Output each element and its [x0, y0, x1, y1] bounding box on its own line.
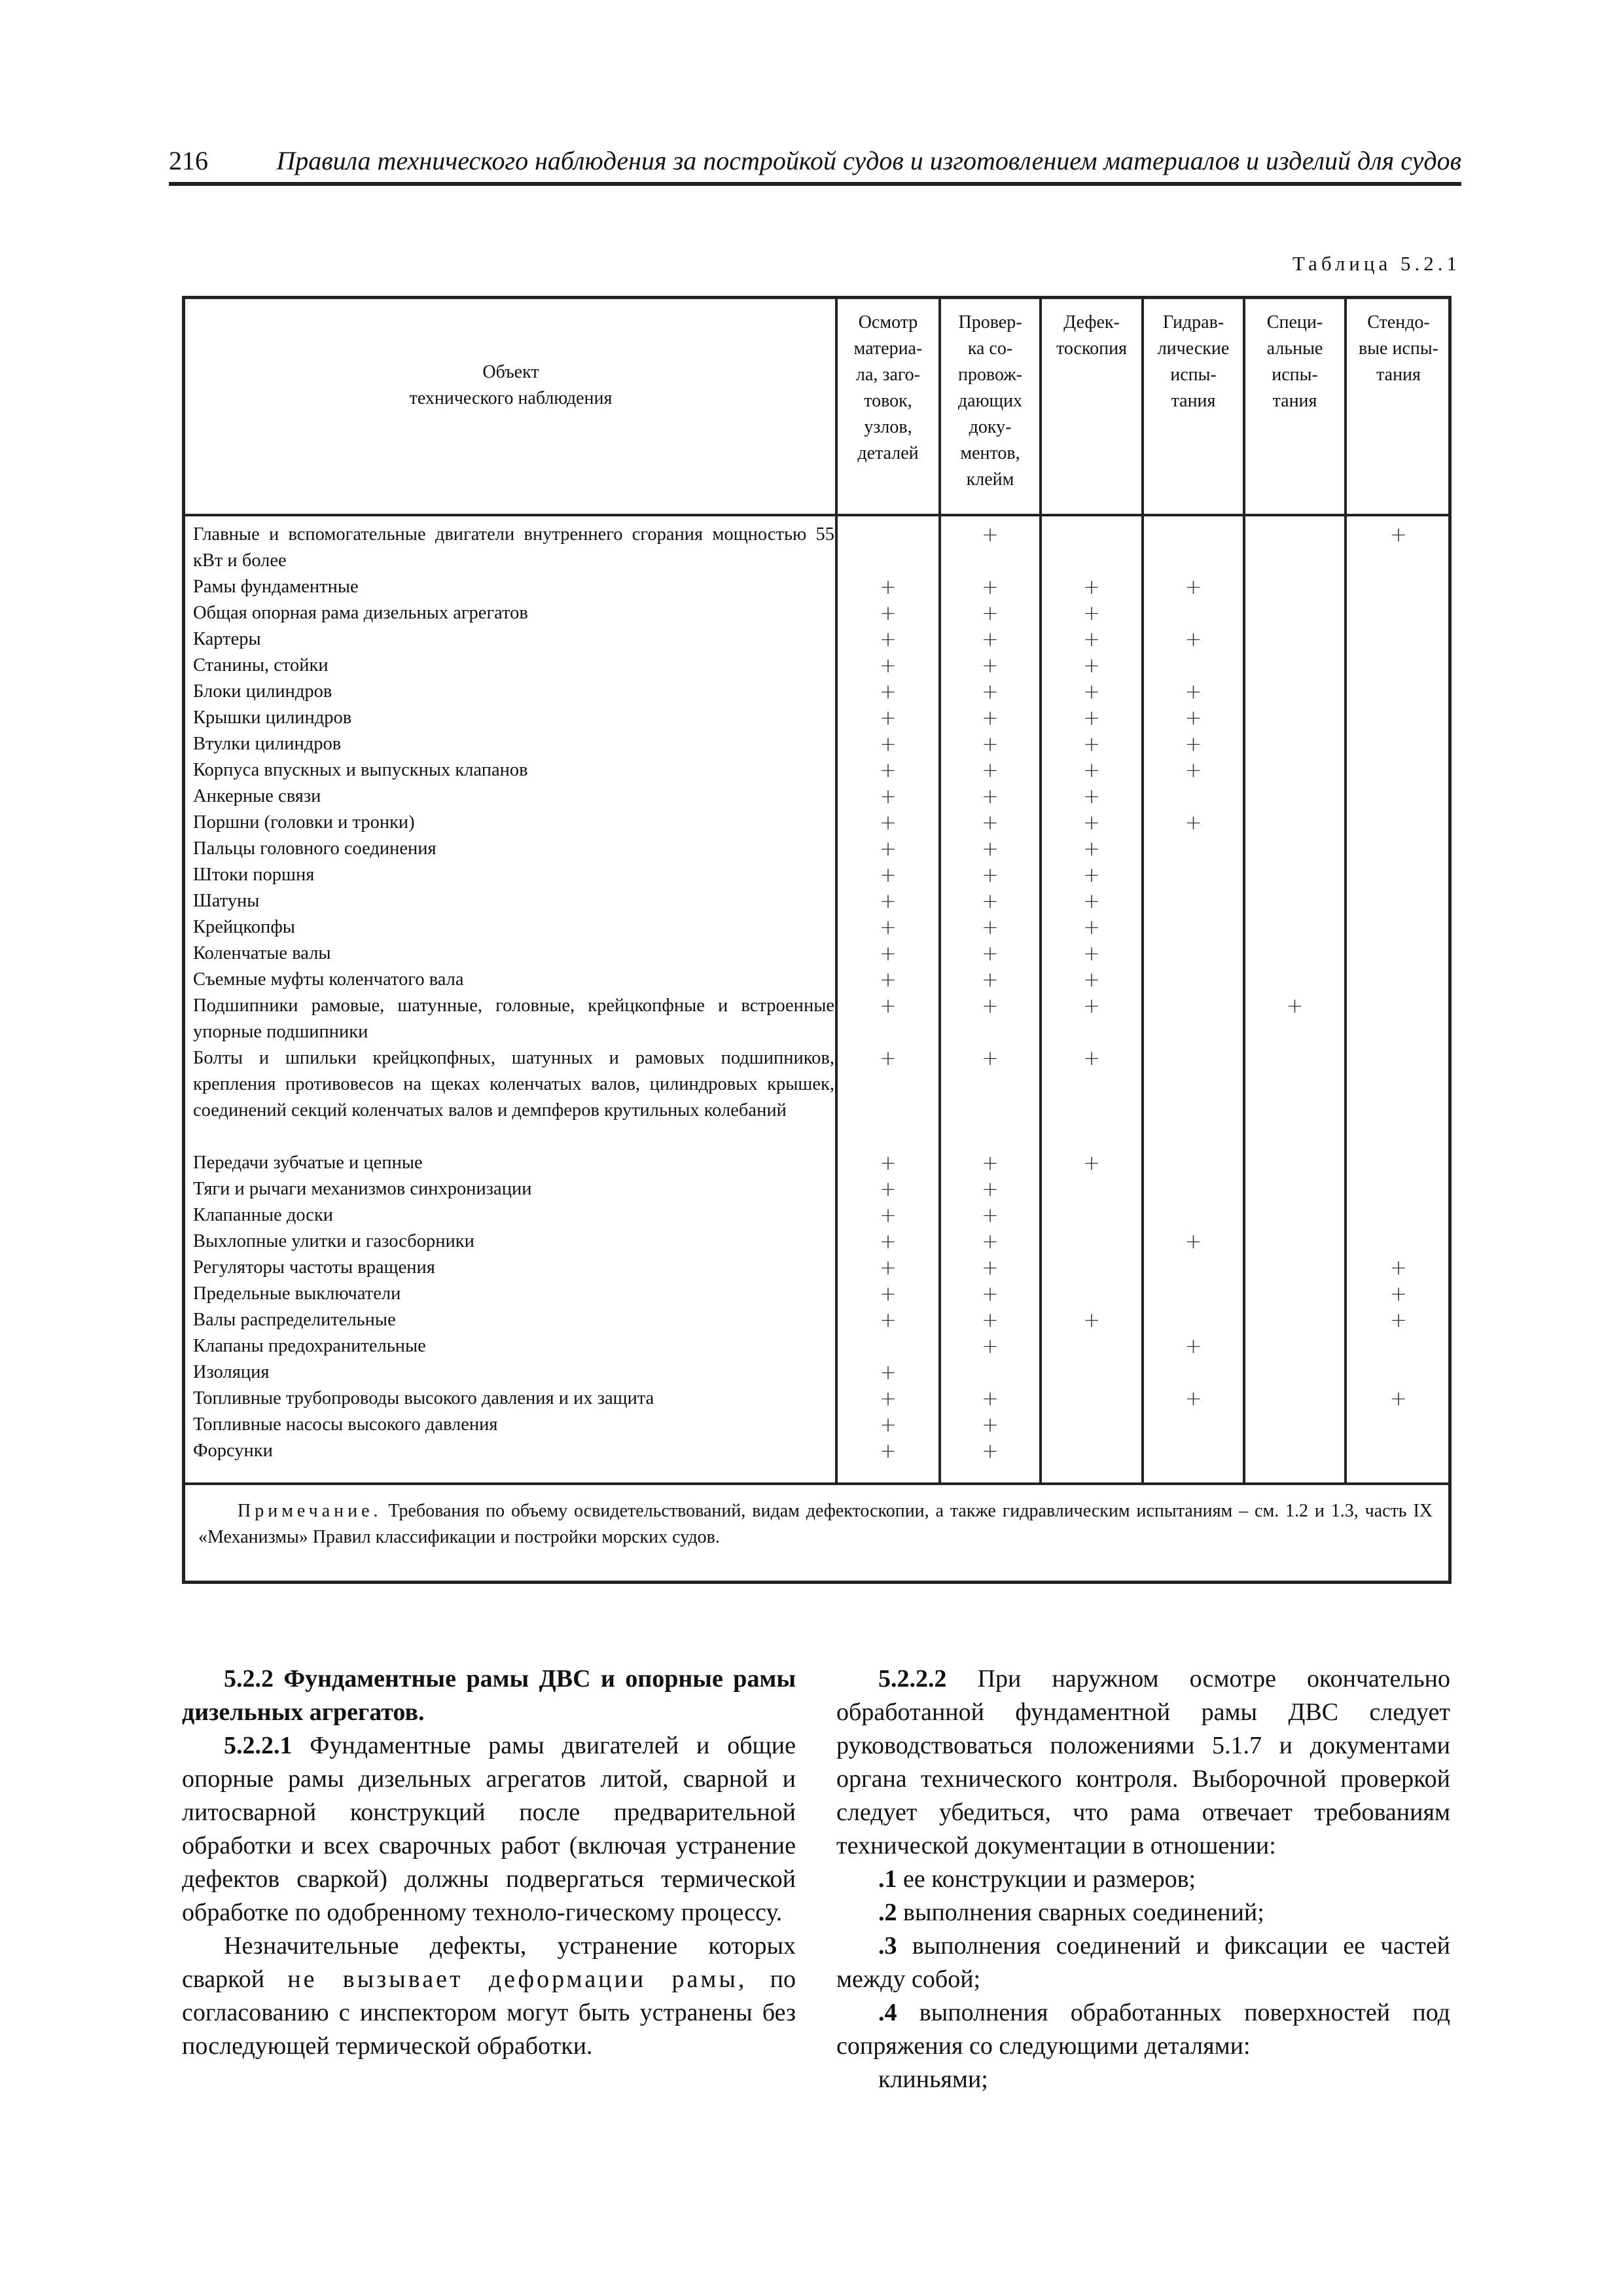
check-mark: +	[880, 1047, 897, 1070]
check-mark: +	[1083, 994, 1100, 1018]
check-mark: +	[1390, 523, 1407, 547]
row-label: Штоки поршня	[193, 865, 315, 885]
check-mark: +	[880, 732, 897, 756]
row-label: Рамы фундаментные	[193, 577, 359, 597]
check-mark: +	[1083, 732, 1100, 756]
check-mark: +	[880, 1177, 897, 1201]
paragraph-text: по согласованию с инспектором могут быть устранены без последующей термической обработки.	[182, 1965, 796, 2060]
check-mark: +	[982, 1387, 999, 1410]
row-label: Регуляторы частоты вращения	[193, 1257, 435, 1278]
check-mark: +	[982, 1282, 999, 1306]
check-mark: +	[1185, 732, 1202, 756]
check-mark: +	[1083, 680, 1100, 704]
check-mark: +	[1083, 575, 1100, 599]
row-label: Валы распределительные	[193, 1310, 396, 1330]
row-label: Подшипники рамовые, шатунные, головные, крейцкопфные и встроенные упорные подшипники	[193, 996, 834, 1042]
check-mark: +	[880, 1387, 897, 1410]
check-mark: +	[880, 1308, 897, 1332]
column-header: Осмотр материа- ла, заго- товок, узлов, деталей	[853, 312, 923, 463]
check-mark: +	[1185, 706, 1202, 730]
check-mark: +	[982, 1256, 999, 1280]
row-label: Передачи зубчатые и цепные	[193, 1153, 423, 1173]
check-mark: +	[1083, 889, 1100, 913]
check-mark: +	[880, 1256, 897, 1280]
check-mark: +	[982, 628, 999, 651]
page-number: 216	[169, 146, 208, 175]
check-mark: +	[982, 1308, 999, 1332]
check-mark: +	[1083, 1308, 1100, 1332]
page-header	[169, 143, 1461, 186]
body-left-column	[182, 1662, 796, 2063]
check-mark: +	[1083, 706, 1100, 730]
check-mark: +	[1083, 1047, 1100, 1070]
column-divider	[1141, 299, 1144, 1485]
paragraph-5-2-2-1	[182, 1729, 796, 1929]
check-mark: +	[880, 1230, 897, 1253]
check-mark: +	[880, 628, 897, 651]
row-label: Шатуны	[193, 891, 260, 911]
paragraph-text: При наружном осмотре окончательно обработанной фундаментной рамы ДВС следует руководствоваться положениями 5.1.7 и документами органа технического контроля. Выборочной проверкой следует убедиться, что рама отвечает требованиям технической документации в отношении:	[836, 1665, 1450, 1859]
check-mark: +	[1390, 1308, 1407, 1332]
check-mark: +	[982, 1204, 999, 1227]
list-text: выполнения сварных соединений;	[897, 1899, 1264, 1926]
check-mark: +	[1083, 785, 1100, 808]
paragraph-5-2-2-2	[836, 1662, 1450, 1863]
check-mark: +	[982, 601, 999, 625]
row-label: Блоки цилиндров	[193, 681, 332, 702]
check-mark: +	[982, 1177, 999, 1201]
check-mark: +	[880, 706, 897, 730]
check-mark: +	[880, 889, 897, 913]
column-header: Гидрав- лические испы- тания	[1157, 312, 1230, 411]
check-mark: +	[880, 837, 897, 861]
row-label: Крышки цилиндров	[193, 708, 352, 728]
row-label: Топливные трубопроводы высокого давления и их защита	[193, 1388, 654, 1408]
list-number: .2	[878, 1899, 897, 1926]
check-mark: +	[982, 654, 999, 677]
check-mark: +	[1083, 916, 1100, 939]
note-label: Примечание.	[238, 1501, 382, 1521]
check-mark: +	[880, 575, 897, 599]
row-label: Втулки цилиндров	[193, 734, 342, 754]
check-mark: +	[880, 811, 897, 834]
row-label: Главные и вспомогательные двигатели внутреннего сгорания мощностью 55 кВт и более	[193, 524, 834, 571]
check-mark: +	[982, 523, 999, 547]
check-mark: +	[1185, 628, 1202, 651]
check-mark: +	[982, 1335, 999, 1358]
check-mark: +	[1083, 811, 1100, 834]
check-mark: +	[982, 1230, 999, 1253]
row-label: Общая опорная рама дизельных агрегатов	[193, 603, 528, 623]
paragraph-text: Фундаментные рамы двигателей и общие опорные рамы дизельных агрегатов литой, сварной и литосварной конструкций после предварительной обработки и всех сварочных работ (включая устранение дефектов сваркой) должны подвергаться термической обработке по одобренному техноло-гическому процессу.	[182, 1732, 796, 1926]
row-label: Станины, стойки	[193, 655, 329, 675]
check-mark: +	[982, 942, 999, 965]
row-label: Анкерные связи	[193, 786, 321, 806]
row-label: Коленчатые валы	[193, 943, 331, 963]
row-label: Крейцкопфы	[193, 917, 295, 937]
clause-number: 5.2.2.2	[878, 1665, 947, 1693]
check-mark: +	[1083, 1151, 1100, 1175]
check-mark: +	[880, 785, 897, 808]
inspection-table	[182, 296, 1452, 1584]
check-mark: +	[1185, 1387, 1202, 1410]
check-mark: +	[880, 968, 897, 992]
row-label: Пальцы головного соединения	[193, 838, 437, 859]
check-mark: +	[1083, 837, 1100, 861]
running-title: Правила технического наблюдения за постройкой судов и изготовлением материалов и изделий для судов	[276, 146, 1461, 175]
column-divider	[1344, 299, 1347, 1485]
column-divider	[1243, 299, 1245, 1485]
check-mark: +	[982, 706, 999, 730]
check-mark: +	[880, 863, 897, 887]
table-caption: Таблица 5.2.1	[1292, 252, 1461, 275]
row-label: Изоляция	[193, 1362, 270, 1382]
check-mark: +	[982, 1047, 999, 1070]
list-item-2	[836, 1896, 1450, 1929]
check-mark: +	[982, 837, 999, 861]
list-item-4	[836, 1996, 1450, 2063]
check-mark: +	[1083, 942, 1100, 965]
list-text: выполнения обработанных поверхностей под сопряжения со следующими деталями:	[836, 1999, 1450, 2060]
list-number: .4	[878, 1999, 897, 2026]
check-mark: +	[1185, 759, 1202, 782]
check-mark: +	[880, 654, 897, 677]
check-mark: +	[1390, 1282, 1407, 1306]
paragraph-defects	[182, 1929, 796, 2063]
check-mark: +	[1083, 601, 1100, 625]
check-mark: +	[982, 916, 999, 939]
check-mark: +	[982, 994, 999, 1018]
row-label: Форсунки	[193, 1441, 273, 1461]
check-mark: +	[982, 968, 999, 992]
check-mark: +	[880, 1151, 897, 1175]
row-label: Клапаны предохранительные	[193, 1336, 426, 1356]
check-mark: +	[982, 575, 999, 599]
column-header: Дефек- тоскопия	[1056, 312, 1128, 359]
column-header: Специ- альные испы- тания	[1266, 312, 1323, 411]
object-column-header: Объект технического наблюдения	[409, 362, 613, 408]
column-divider	[835, 299, 838, 1485]
check-mark: +	[982, 785, 999, 808]
check-mark: +	[880, 1204, 897, 1227]
check-mark: +	[880, 1282, 897, 1306]
check-mark: +	[982, 759, 999, 782]
column-header: Стендо- вые испы- тания	[1359, 312, 1438, 385]
row-label: Болты и шпильки крейцкопфных, шатунных и рамовых подшипников, крепления противовесов на щеках коленчатых валов, цилиндровых крышек, соединений секций коленчатых валов и демпферов крутильных колебаний	[193, 1048, 834, 1121]
list-item-3	[836, 1929, 1450, 1996]
check-mark: +	[982, 1413, 999, 1437]
list-text: выполнения соединений и фиксации ее частей между собой;	[836, 1932, 1450, 1993]
check-mark: +	[1185, 1230, 1202, 1253]
row-label: Тяги и рычаги механизмов синхронизации	[193, 1179, 532, 1199]
check-mark: +	[880, 601, 897, 625]
check-mark: +	[982, 863, 999, 887]
row-label: Корпуса впускных и выпускных клапанов	[193, 760, 528, 780]
check-mark: +	[880, 1361, 897, 1384]
check-mark: +	[1083, 968, 1100, 992]
check-mark: +	[880, 680, 897, 704]
check-mark: +	[880, 916, 897, 939]
paragraph-text: Незначительные дефекты, устранение которых сваркой	[182, 1932, 796, 1993]
check-mark: +	[982, 680, 999, 704]
check-mark: +	[982, 1439, 999, 1463]
note-text: Требования по объему освидетельствований, видам дефектоскопии, а также гидравлическим испытаниям – см. 1.2 и 1.3, часть IX «Механизмы» Правил классификации и постройки морских судов.	[198, 1501, 1433, 1547]
check-mark: +	[1083, 759, 1100, 782]
table-note	[198, 1498, 1433, 1551]
check-mark: +	[1390, 1387, 1407, 1410]
row-label: Выхлопные улитки и газосборники	[193, 1231, 474, 1251]
row-label: Поршни (головки и тронки)	[193, 812, 415, 833]
row-label: Клапанные доски	[193, 1205, 334, 1225]
body-right-column	[836, 1662, 1450, 2096]
check-mark: +	[880, 759, 897, 782]
check-mark: +	[982, 1151, 999, 1175]
check-mark: +	[880, 994, 897, 1018]
check-mark: +	[1390, 1256, 1407, 1280]
note-divider	[185, 1482, 1448, 1485]
check-mark: +	[982, 732, 999, 756]
spaced-text: не вызывает деформации рамы,	[287, 1965, 747, 1993]
check-mark: +	[1083, 654, 1100, 677]
row-label: Картеры	[193, 629, 261, 649]
check-mark: +	[1185, 811, 1202, 834]
check-mark: +	[1185, 1335, 1202, 1358]
check-mark: +	[880, 1439, 897, 1463]
check-mark: +	[1185, 680, 1202, 704]
row-label: Топливные насосы высокого давления	[193, 1414, 498, 1435]
check-mark: +	[1286, 994, 1304, 1018]
section-heading: 5.2.2 Фундаментные рамы ДВС и опорные рамы дизельных агрегатов.	[182, 1665, 796, 1726]
clause-number: 5.2.2.1	[224, 1732, 293, 1759]
list-item-1	[836, 1863, 1450, 1896]
column-header: Провер- ка со- провож- дающих доку- ментов, клейм	[957, 312, 1023, 490]
list-last-line: клиньями;	[878, 2066, 988, 2093]
check-mark: +	[880, 942, 897, 965]
row-label: Предельные выключатели	[193, 1283, 401, 1304]
check-mark: +	[1083, 863, 1100, 887]
row-label: Съемные муфты коленчатого вала	[193, 969, 464, 990]
header-divider	[185, 514, 1448, 516]
list-number: .3	[878, 1932, 897, 1960]
check-mark: +	[880, 1413, 897, 1437]
check-mark: +	[1185, 575, 1202, 599]
list-number: .1	[878, 1865, 897, 1893]
check-mark: +	[982, 811, 999, 834]
check-mark: +	[1083, 628, 1100, 651]
list-text: ее конструкции и размеров;	[897, 1865, 1196, 1893]
check-mark: +	[982, 889, 999, 913]
